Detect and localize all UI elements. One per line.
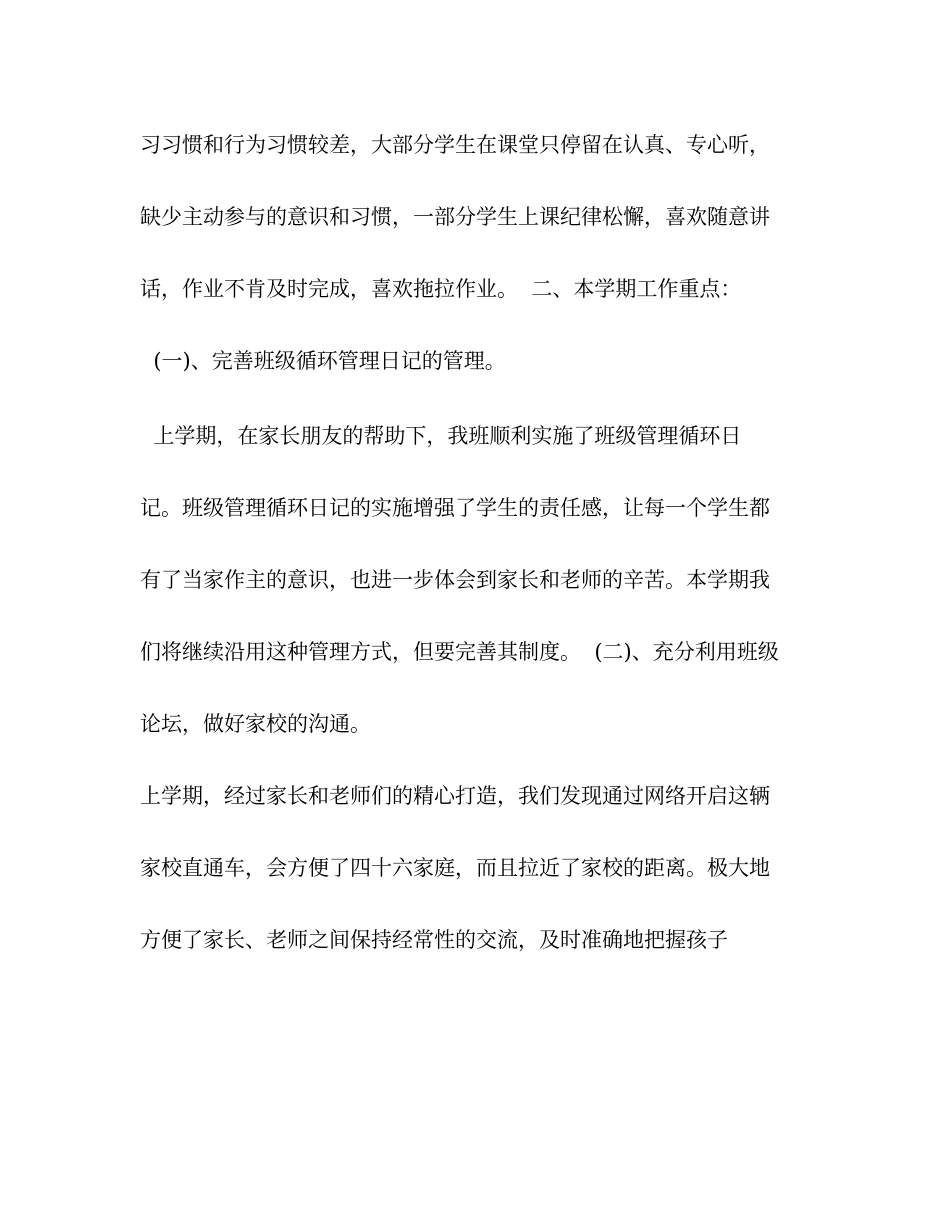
text-line-3: 话，作业不肯及时完成，喜欢拖拉作业。 二、本学期工作重点： [140, 277, 742, 301]
text-line-1: 习习惯和行为习惯较差，大部分学生在课堂只停留在认真、专心听， [140, 133, 770, 157]
text-line-9: 论坛，做好家校的沟通。 [140, 712, 371, 736]
text-line-4: (一)、完善班级循环管理日记的管理。 [140, 349, 506, 373]
text-line-12: 方便了家长、老师之间保持经常性的交流，及时准确地把握孩子 [140, 928, 728, 952]
text-line-5: 上学期，在家长朋友的帮助下，我班顺利实施了班级管理循环日 [140, 424, 742, 448]
text-line-7: 有了当家作主的意识，也进一步体会到家长和老师的辛苦。本学期我 [140, 568, 770, 592]
text-line-6: 记。班级管理循环日记的实施增强了学生的责任感，让每一个学生都 [140, 496, 770, 520]
text-line-10: 上学期，经过家长和老师们的精心打造，我们发现通过网络开启这辆 [140, 784, 770, 808]
text-line-8: 们将继续沿用这种管理方式，但要完善其制度。 (二)、充分利用班级 [140, 640, 779, 664]
text-line-2: 缺少主动参与的意识和习惯，一部分学生上课纪律松懈，喜欢随意讲 [140, 205, 770, 229]
text-line-11: 家校直通车，会方便了四十六家庭，而且拉近了家校的距离。极大地 [140, 856, 770, 880]
